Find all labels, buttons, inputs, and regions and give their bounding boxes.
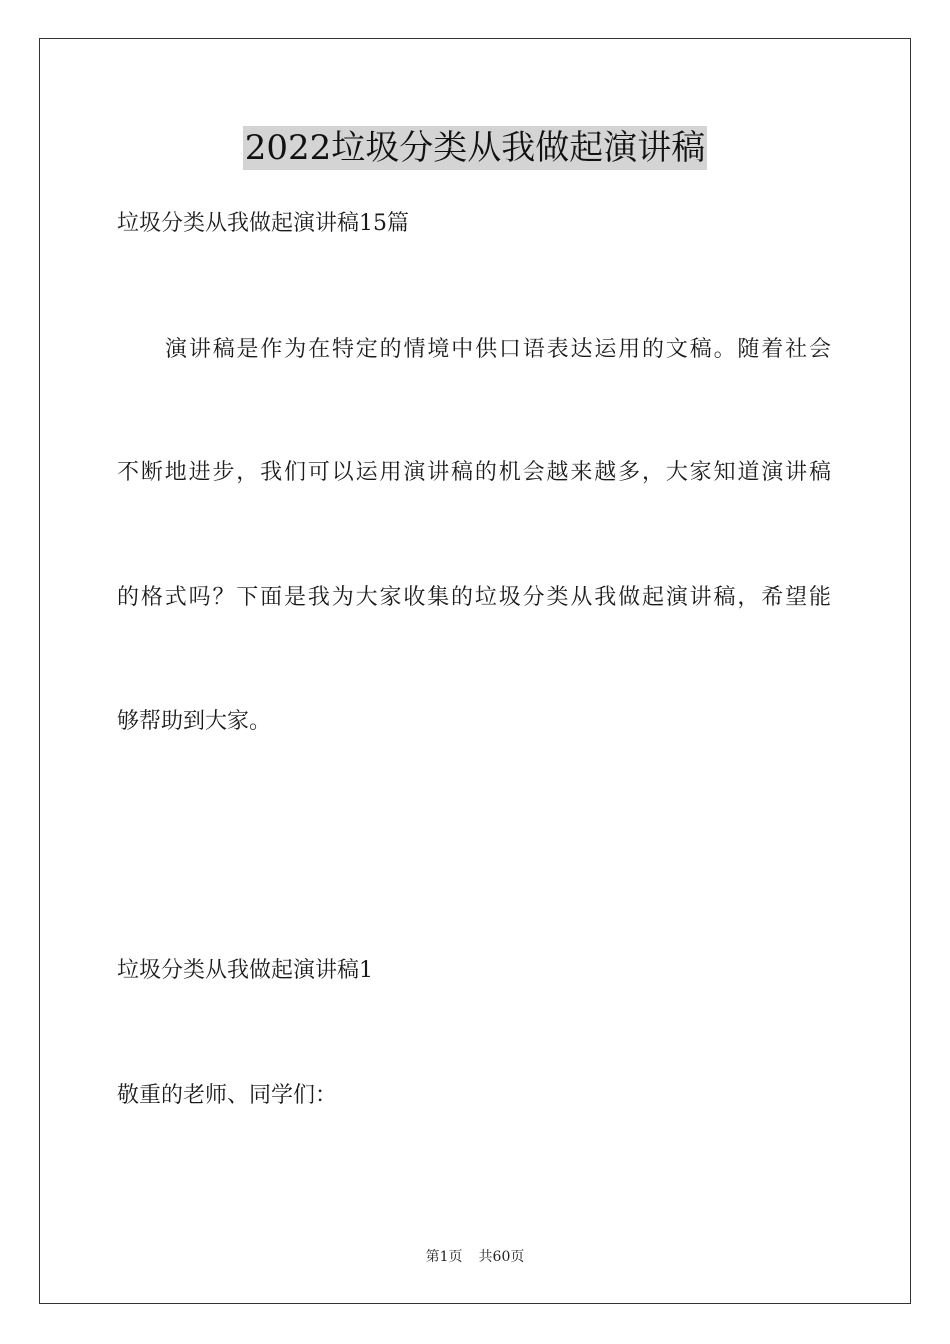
document-subtitle: 垃圾分类从我做起演讲稿15篇: [117, 211, 409, 236]
paragraph-line-3: 的格式吗？下面是我为大家收集的垃圾分类从我做起演讲稿，希望能: [117, 585, 831, 610]
section-heading: 垃圾分类从我做起演讲稿1: [117, 958, 373, 983]
title-container: [0, 126, 950, 170]
paragraph-line-4: 够帮助到大家。: [117, 709, 272, 734]
page-footer: [0, 1246, 950, 1266]
salutation: 敬重的老师、同学们：: [117, 1083, 338, 1108]
paragraph-line-1: 演讲稿是作为在特定的情境中供口语表达运用的文稿。随着社会: [165, 337, 831, 362]
total-pages: 共60页: [478, 1249, 525, 1265]
page-number: 第1页: [425, 1249, 463, 1265]
document-title: 2022垃圾分类从我做起演讲稿: [244, 128, 706, 168]
paragraph-line-2: 不断地进步，我们可以运用演讲稿的机会越来越多，大家知道演讲稿: [117, 460, 831, 485]
